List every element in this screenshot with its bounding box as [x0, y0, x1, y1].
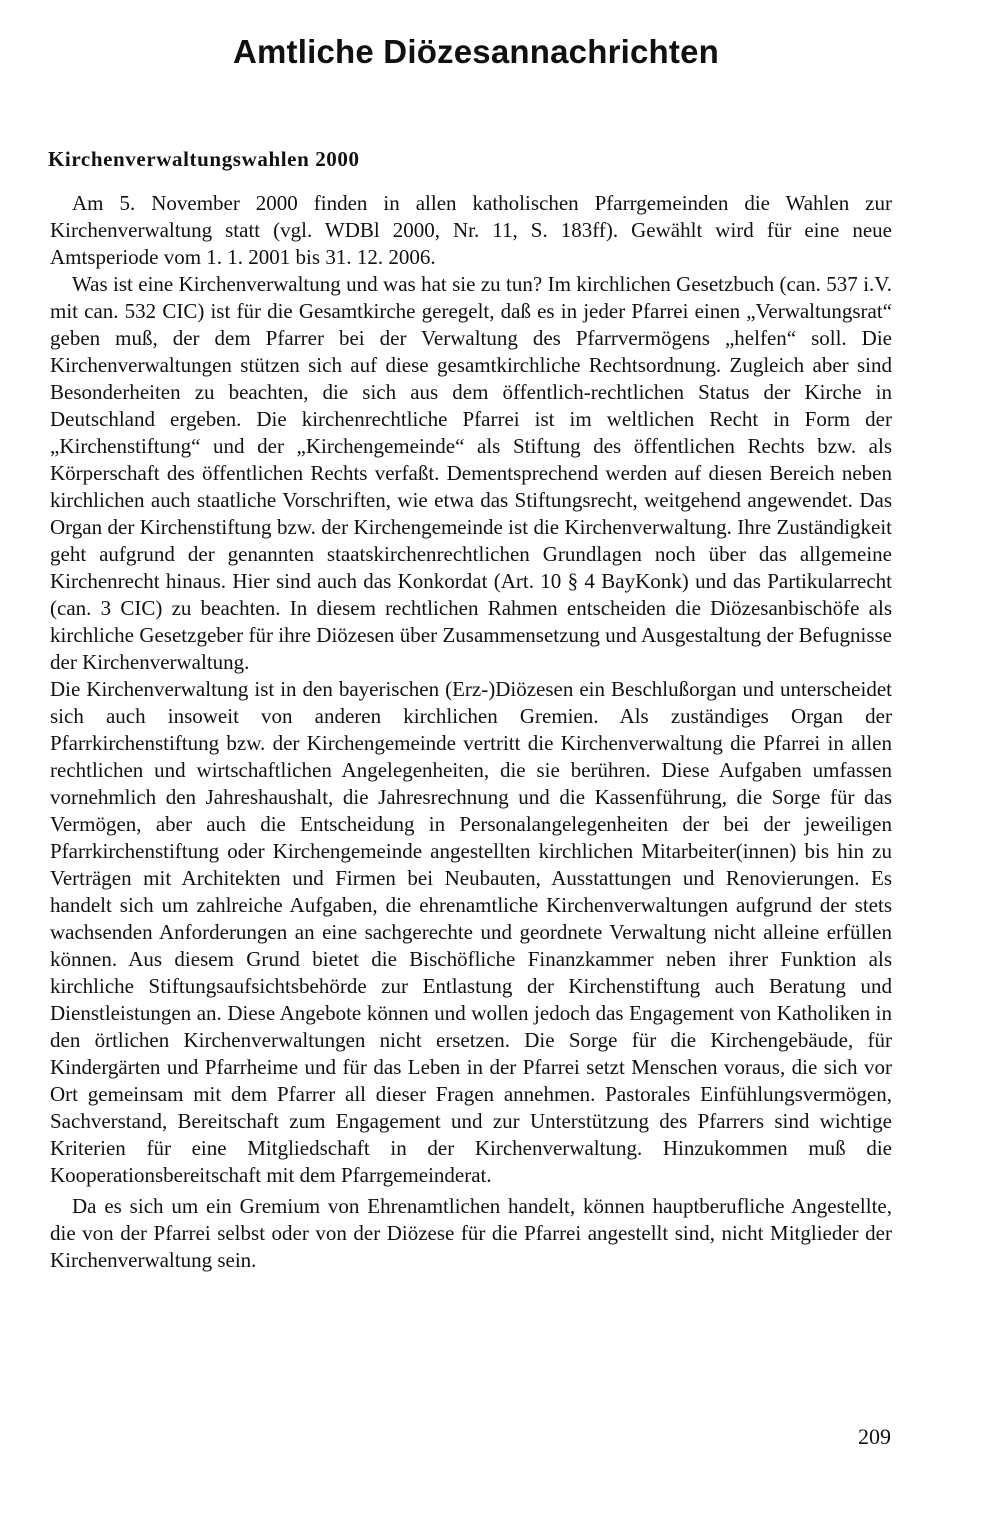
article-body [50, 190, 892, 1274]
paragraph-definition: Was ist eine Kirchenverwaltung und was hat sie zu tun? Im kirchlichen Gesetzbuch (can. 537 i.V. mit can. 532 CIC) ist für die Gesamtkirche geregelt, daß es in jeder Pfarrei einen „Verwaltungsrat“ geben muß, der dem Pfarrer bei der Verwaltung des Pfarrvermögens „helfen“ soll. Die Kirchenverwaltungen stützen sich auf diese gesamtkirchliche Rechtsordnung. Zugleich aber sind Besonderheiten zu beachten, die sich aus dem öffentlich-rechtlichen Status der Kirche in Deutschland ergeben. Die kirchenrechtliche Pfarrei ist im weltlichen Recht in Form der „Kirchenstiftung“ und der „Kirchengemeinde“ als Stiftung des öffentlichen Rechts bzw. als Körperschaft des öffentlichen Rechts verfaßt. Dementsprechend werden auf diesen Bereich neben kirchlichen auch staatliche Vorschriften, wie etwa das Stiftungsrecht, weitgehend angewendet. Das Organ der Kirchenstiftung bzw. der Kirchengemeinde ist die Kirchenverwaltung. Ihre Zuständigkeit geht aufgrund der genannten staatskirchenrechtlichen Grundlagen noch über das allgemeine Kirchenrecht hinaus. Hier sind auch das Konkordat (Art. 10 § 4 BayKonk) und das Partikularrecht (can. 3 CIC) zu beachten. In diesem rechtlichen Rahmen entscheiden die Diözesanbischöfe als kirchliche Gesetzgeber für ihre Diözesen über Zusammensetzung und Ausgestaltung der Befugnisse der Kirchenverwaltung. [50, 272, 892, 674]
paragraph-duties: Die Kirchenverwaltung ist in den bayerischen (Erz-)Diözesen ein Beschlußorgan und unterscheidet sich auch insoweit von anderen kirchlichen Gremien. Als zuständiges Organ der Pfarrkirchenstiftung bzw. der Kirchengemeinde vertritt die Kirchenverwaltung die Pfarrei in allen rechtlichen und wirtschaftlichen Angelegenheiten, die sie berühren. Diese Aufgaben umfassen vornehmlich den Jahreshaushalt, die Jahresrechnung und die Kassenführung, die Sorge für das Vermögen, aber auch die Entscheidung in Personalangelegenheiten der bei der jeweiligen Pfarrkirchenstiftung oder Kirchengemeinde angestellten kirchlichen Mitarbeiter(innen) bis hin zu Verträgen mit Architekten und Firmen bei Neubauten, Ausstattungen und Renovierungen. Es handelt sich um zahlreiche Aufgaben, die ehrenamtliche Kirchenverwaltungen aufgrund der stets wachsenden Anforderungen an eine sachgerechte und geordnete Verwaltung nicht alleine erfüllen können. Aus diesem Grund bietet die Bischöfliche Finanzkammer neben ihrer Funktion als kirchliche Stiftungsaufsichtsbehörde zur Entlastung der Kirchenstiftung auch Beratung und Dienstleistungen an. Diese Angebote können und wollen jedoch das Engagement von Katholiken in den örtlichen Kirchenverwaltungen nicht ersetzen. Die Sorge für die Kirchengebäude, für Kindergärten und Pfarrheime und für das Leben in der Pfarrei setzt Menschen voraus, die sich vor Ort gemeinsam mit dem Pfarrer all dieser Fragen annehmen. Pastorales Einfühlungsvermögen, Sachverstand, Bereitschaft zum Engagement und zur Unterstützung des Pfarrers sind wichtige Kriterien für eine Mitgliedschaft in der Kirchenverwaltung. Hinzukommen muß die Kooperationsbereitschaft mit dem Pfarrgemeinderat. [50, 677, 892, 1187]
page-title: Amtliche Diözesannachrichten [232, 33, 720, 70]
document-page [50, 30, 892, 1274]
paragraph-intro: Am 5. November 2000 finden in allen katholischen Pfarrgemeinden die Wahlen zur Kirchenverwaltung statt (vgl. WDBl 2000, Nr. 11, S. 183ff). Gewählt wird für eine neue Amtsperiode vom 1. 1. 2001 bis 31. 12. 2006. [50, 191, 892, 269]
paragraph-eligibility: Da es sich um ein Gremium von Ehrenamtlichen handelt, können hauptberufliche Angestellte, die von der Pfarrei selbst oder von der Diözese für die Pfarrei angestellt sind, nicht Mitglieder der Kirchenverwaltung sein. [50, 1194, 892, 1272]
page-number: 209 [858, 1424, 891, 1449]
section-heading: Kirchenverwaltungswahlen 2000 [48, 147, 360, 171]
